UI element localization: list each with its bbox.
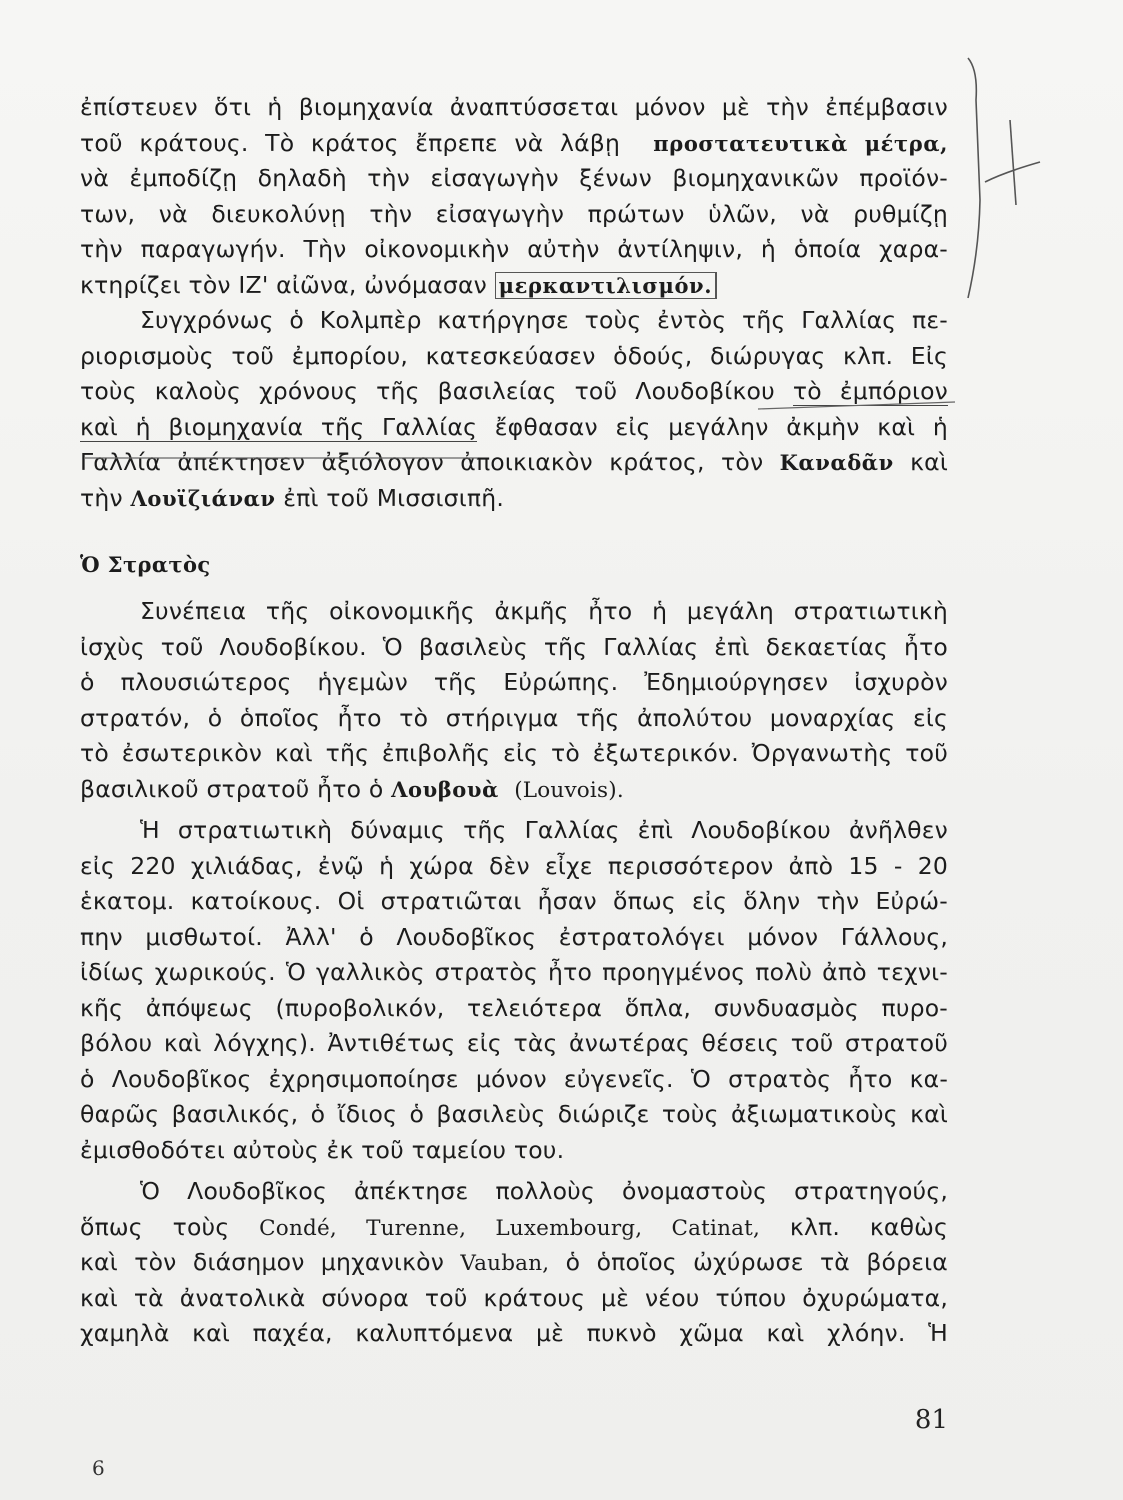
pencil-underline (758, 402, 955, 409)
line-text: ριορισμοὺς τοῦ ἐμπορίου, κατεσκεύασεν ὁδούς, διώρυγας κλπ. Εἰς (80, 341, 948, 370)
line-text: ἐμισθοδότει αὐτοὺς ἐκ τοῦ ταμείου του. (80, 1135, 565, 1164)
bold-term-protective-measures: προστατευτικὰ μέτρα, (653, 130, 948, 156)
underlined-text: τὸ ἐμπόριον (792, 377, 948, 405)
bold-term-mercantilism: μερκαντιλισμόν. (495, 272, 718, 299)
line-text: κλπ. καθὼς (789, 1212, 948, 1241)
line-text: ἰσχὺς τοῦ Λουδοβίκου. Ὁ βασιλεὺς τῆς Γαλλίας ἐπὶ δεκαετίας ἦτο (80, 632, 948, 661)
line-text: των, νὰ διευκολύνῃ τὴν εἰσαγωγὴν πρώτων ὑλῶν, νὰ ρυθμίζῃ (80, 199, 948, 228)
latin-name: Vauban, (460, 1251, 550, 1276)
line-text: Συγχρόνως ὁ Κολμπὲρ κατήργησε τοὺς ἐντὸς τῆς Γαλλίας πε- (140, 306, 948, 334)
bold-term-canada: Καναδᾶν (779, 450, 894, 475)
line-text: καὶ (910, 448, 948, 476)
line-text: ὅπως τοὺς (80, 1212, 230, 1241)
line-text: τοῦ κράτους. Τὸ κράτος ἔπρεπε νὰ λάβῃ (80, 128, 621, 157)
line-text: πην μισθωτοί. Ἀλλ' ὁ Λουδοβῖκος ἐστρατολόγει μόνον Γάλλους, (80, 922, 948, 951)
line-text: θαρῶς βασιλικός, ὁ ἴδιος ὁ βασιλεὺς διώριζε τοὺς ἀξιωματικοὺς καὶ (80, 1100, 948, 1128)
line-text: κτηρίζει τὸν ΙΖ' αἰῶνα, ὠνόμασαν (80, 270, 487, 299)
line-text: ἔφθασαν εἰς μεγάλην ἀκμὴν καὶ ἡ (494, 412, 948, 441)
line-text: ἐπὶ τοῦ Μισσισιπῆ. (283, 483, 505, 512)
bold-term-louvois: Λουβουὰ (391, 776, 499, 802)
line-text: κῆς ἀπόψεως (πυροβολικόν, τελειότερα ὅπλα, συνδυασμὸς πυρο- (80, 993, 948, 1022)
line-text: εἰς 220 χιλιάδας, ἐνῷ ἡ χώρα δὲν εἶχε περισσότερον ἀπὸ 15 - 20 (80, 851, 948, 880)
latin-names: Condé, Turenne, Luxembourg, Catinat, (259, 1215, 761, 1241)
line-text: Ὁ Λουδοβῖκος ἀπέκτησε πολλοὺς ὀνομαστοὺς στρατηγούς, (140, 1177, 948, 1205)
section-heading: Ὁ Στρατὸς (80, 552, 211, 577)
line-text: νὰ ἐμποδίζῃ δηλαδὴ τὴν εἰσαγωγὴν ξένων βιομηχανικῶν προϊόν- (80, 164, 948, 192)
line-text: καὶ τὰ ἀνατολικὰ σύνορα τοῦ κράτους μὲ νέου τύπου ὀχυρώματα, (80, 1283, 948, 1312)
line-text: τὴν (80, 483, 123, 512)
bold-term-louisiana: Λουϊζιάναν (130, 485, 276, 511)
line-text: τοὺς καλοὺς χρόνους τῆς βασιλείας τοῦ Λουδοβίκου (80, 377, 775, 405)
signature-mark: 6 (92, 1456, 105, 1480)
margin-cross-vertical (1010, 120, 1016, 205)
underlined-text: καὶ ἡ βιομηχανία τῆς Γαλλίας (80, 412, 478, 441)
line-text: ὁ πλουσιώτερος ἡγεμὼν τῆς Εὐρώπης. Ἐδημιούργησεν ἰσχυρὸν (80, 668, 948, 696)
line-text: τὸ ἐσωτερικὸν καὶ τῆς ἐπιβολῆς εἰς τὸ ἐξωτερικόν. Ὀργανωτὴς τοῦ (80, 739, 948, 767)
line-text: βόλου καὶ λόγχης). Ἀντιθέτως εἰς τὰς ἀνωτέρας θέσεις τοῦ στρατοῦ (80, 1029, 948, 1057)
line-text: καὶ τὸν διάσημον μηχανικὸν (80, 1248, 445, 1276)
line-text: Ἡ στρατιωτικὴ δύναμις τῆς Γαλλίας ἐπὶ Λουδοβίκου ἀνῆλθεν (140, 816, 948, 844)
latin-name: (Louvois). (514, 777, 624, 803)
line-text: χαμηλὰ καὶ παχέα, καλυπτόμενα μὲ πυκνὸ χῶμα καὶ χλόην. Ἡ (80, 1319, 948, 1347)
line-text: Γαλλία ἀπέκτησεν ἀξιόλογον ἀποικιακὸν κράτος, τὸν (80, 448, 764, 476)
line-text: Συνέπεια τῆς οἰκονομικῆς ἀκμῆς ἦτο ἡ μεγάλη στρατιωτικὴ (140, 597, 948, 625)
margin-bracket-line (968, 58, 980, 298)
line-text: βασιλικοῦ στρατοῦ ἦτο ὁ (80, 774, 384, 803)
line-text: ὁ ὁποῖος ὠχύρωσε τὰ βόρεια (565, 1248, 948, 1276)
page-number: 81 (914, 1405, 948, 1435)
line-text: ἑκατομ. κατοίκους. Οἱ στρατιῶται ἦσαν ὅπως εἰς ὅλην τὴν Εὐρώ- (80, 887, 948, 915)
line-text: ἐπίστευεν ὅτι ἡ βιομηχανία ἀναπτύσσεται μόνον μὲ τὴν ἐπέμβασιν (80, 93, 948, 121)
line-text: ὁ Λουδοβῖκος ἐχρησιμοποίησε μόνον εὐγενεῖς. Ὁ στρατὸς ἦτο κα- (80, 1064, 948, 1093)
line-text: στρατόν, ὁ ὁποῖος ἦτο τὸ στήριγμα τῆς ἀπολύτου μοναρχίας εἰς (80, 703, 948, 732)
line-text: τὴν παραγωγήν. Τὴν οἰκονομικὴν αὐτὴν ἀντίληψιν, ἡ ὁποία χαρα- (80, 235, 948, 263)
line-text: ἰδίως χωρικούς. Ὁ γαλλικὸς στρατὸς ἦτο προηγμένος πολὺ ἀπὸ τεχνι- (80, 958, 948, 986)
